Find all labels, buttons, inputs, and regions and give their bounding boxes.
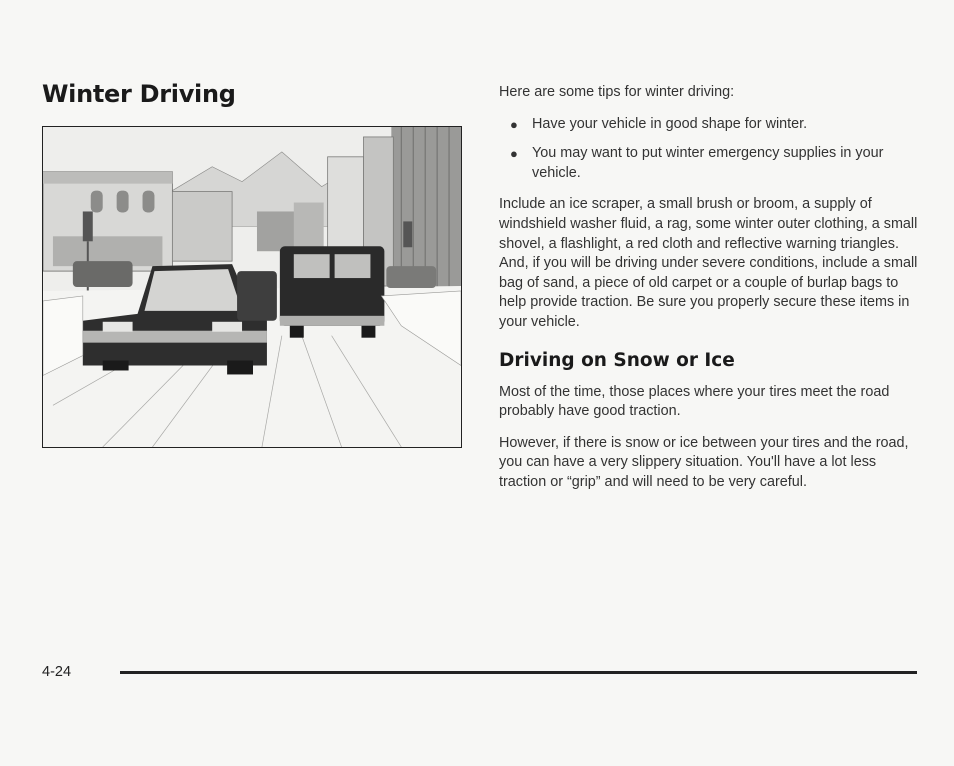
tips-column [499,83,924,505]
sedan-headlight-left [103,322,133,332]
van-wheel-left [290,326,304,338]
traffic-light-right [403,221,412,247]
left-building-cornice [43,172,172,184]
distant-building-b [294,203,324,253]
tips-list [499,115,924,184]
sedan-bumper [83,331,267,343]
bullet-icon: ● [510,146,518,162]
intro-text: Here are some tips for winter driving: [499,84,735,100]
parked-car-right [386,266,436,288]
sedan-wheel-left [103,361,129,371]
van-rear-window-right [335,254,371,278]
second-car [237,271,277,321]
page-number: 4-24 [42,664,72,680]
slippery-paragraph: However, if there is snow or ice between your tires and the road, you can have a very slippery situation. You'll have a lot less traction or “grip” and will need to be very careful. [499,434,909,490]
sedan-headlight-right [212,322,242,332]
list-item [499,144,924,183]
traction-paragraph: Most of the time, those places where your tires meet the road probably have good traction. [499,383,890,420]
bullet-icon: ● [510,116,518,132]
left-far-building [172,192,232,262]
van-wheel-right [361,326,375,338]
parked-car-left [73,261,133,287]
distant-building-a [257,211,297,251]
winter-street-drawing [43,127,461,447]
list-item-text: Have your vehicle in good shape for winter. [532,115,808,132]
page-title: Winter Driving [42,80,236,108]
traffic-light-left [83,211,93,241]
van-rear-window-left [294,254,330,278]
winter-street-illustration [42,126,462,448]
list-item [499,115,924,135]
footer-rule [120,671,917,674]
supplies-paragraph: Include an ice scraper, a small brush or broom, a supply of windshield washer fluid, a rag, some winter outer clothing, a small shovel, a flashlight, a red cloth and reflective warning triangles. And, if you will be driving under severe conditions, include a small bag of sand, a piece of old carpet or a couple of burlap bags to help provide traction. Be sure you properly secure these items in your vehicle. [499,196,918,330]
section-heading: Driving on Snow or Ice [499,349,735,371]
van-bumper [280,316,385,326]
left-building-windows [91,191,155,213]
sedan-windshield [145,269,243,311]
list-item-text: You may want to put winter emergency supplies in your vehicle. [532,145,884,181]
sedan-wheel-right [227,361,253,375]
